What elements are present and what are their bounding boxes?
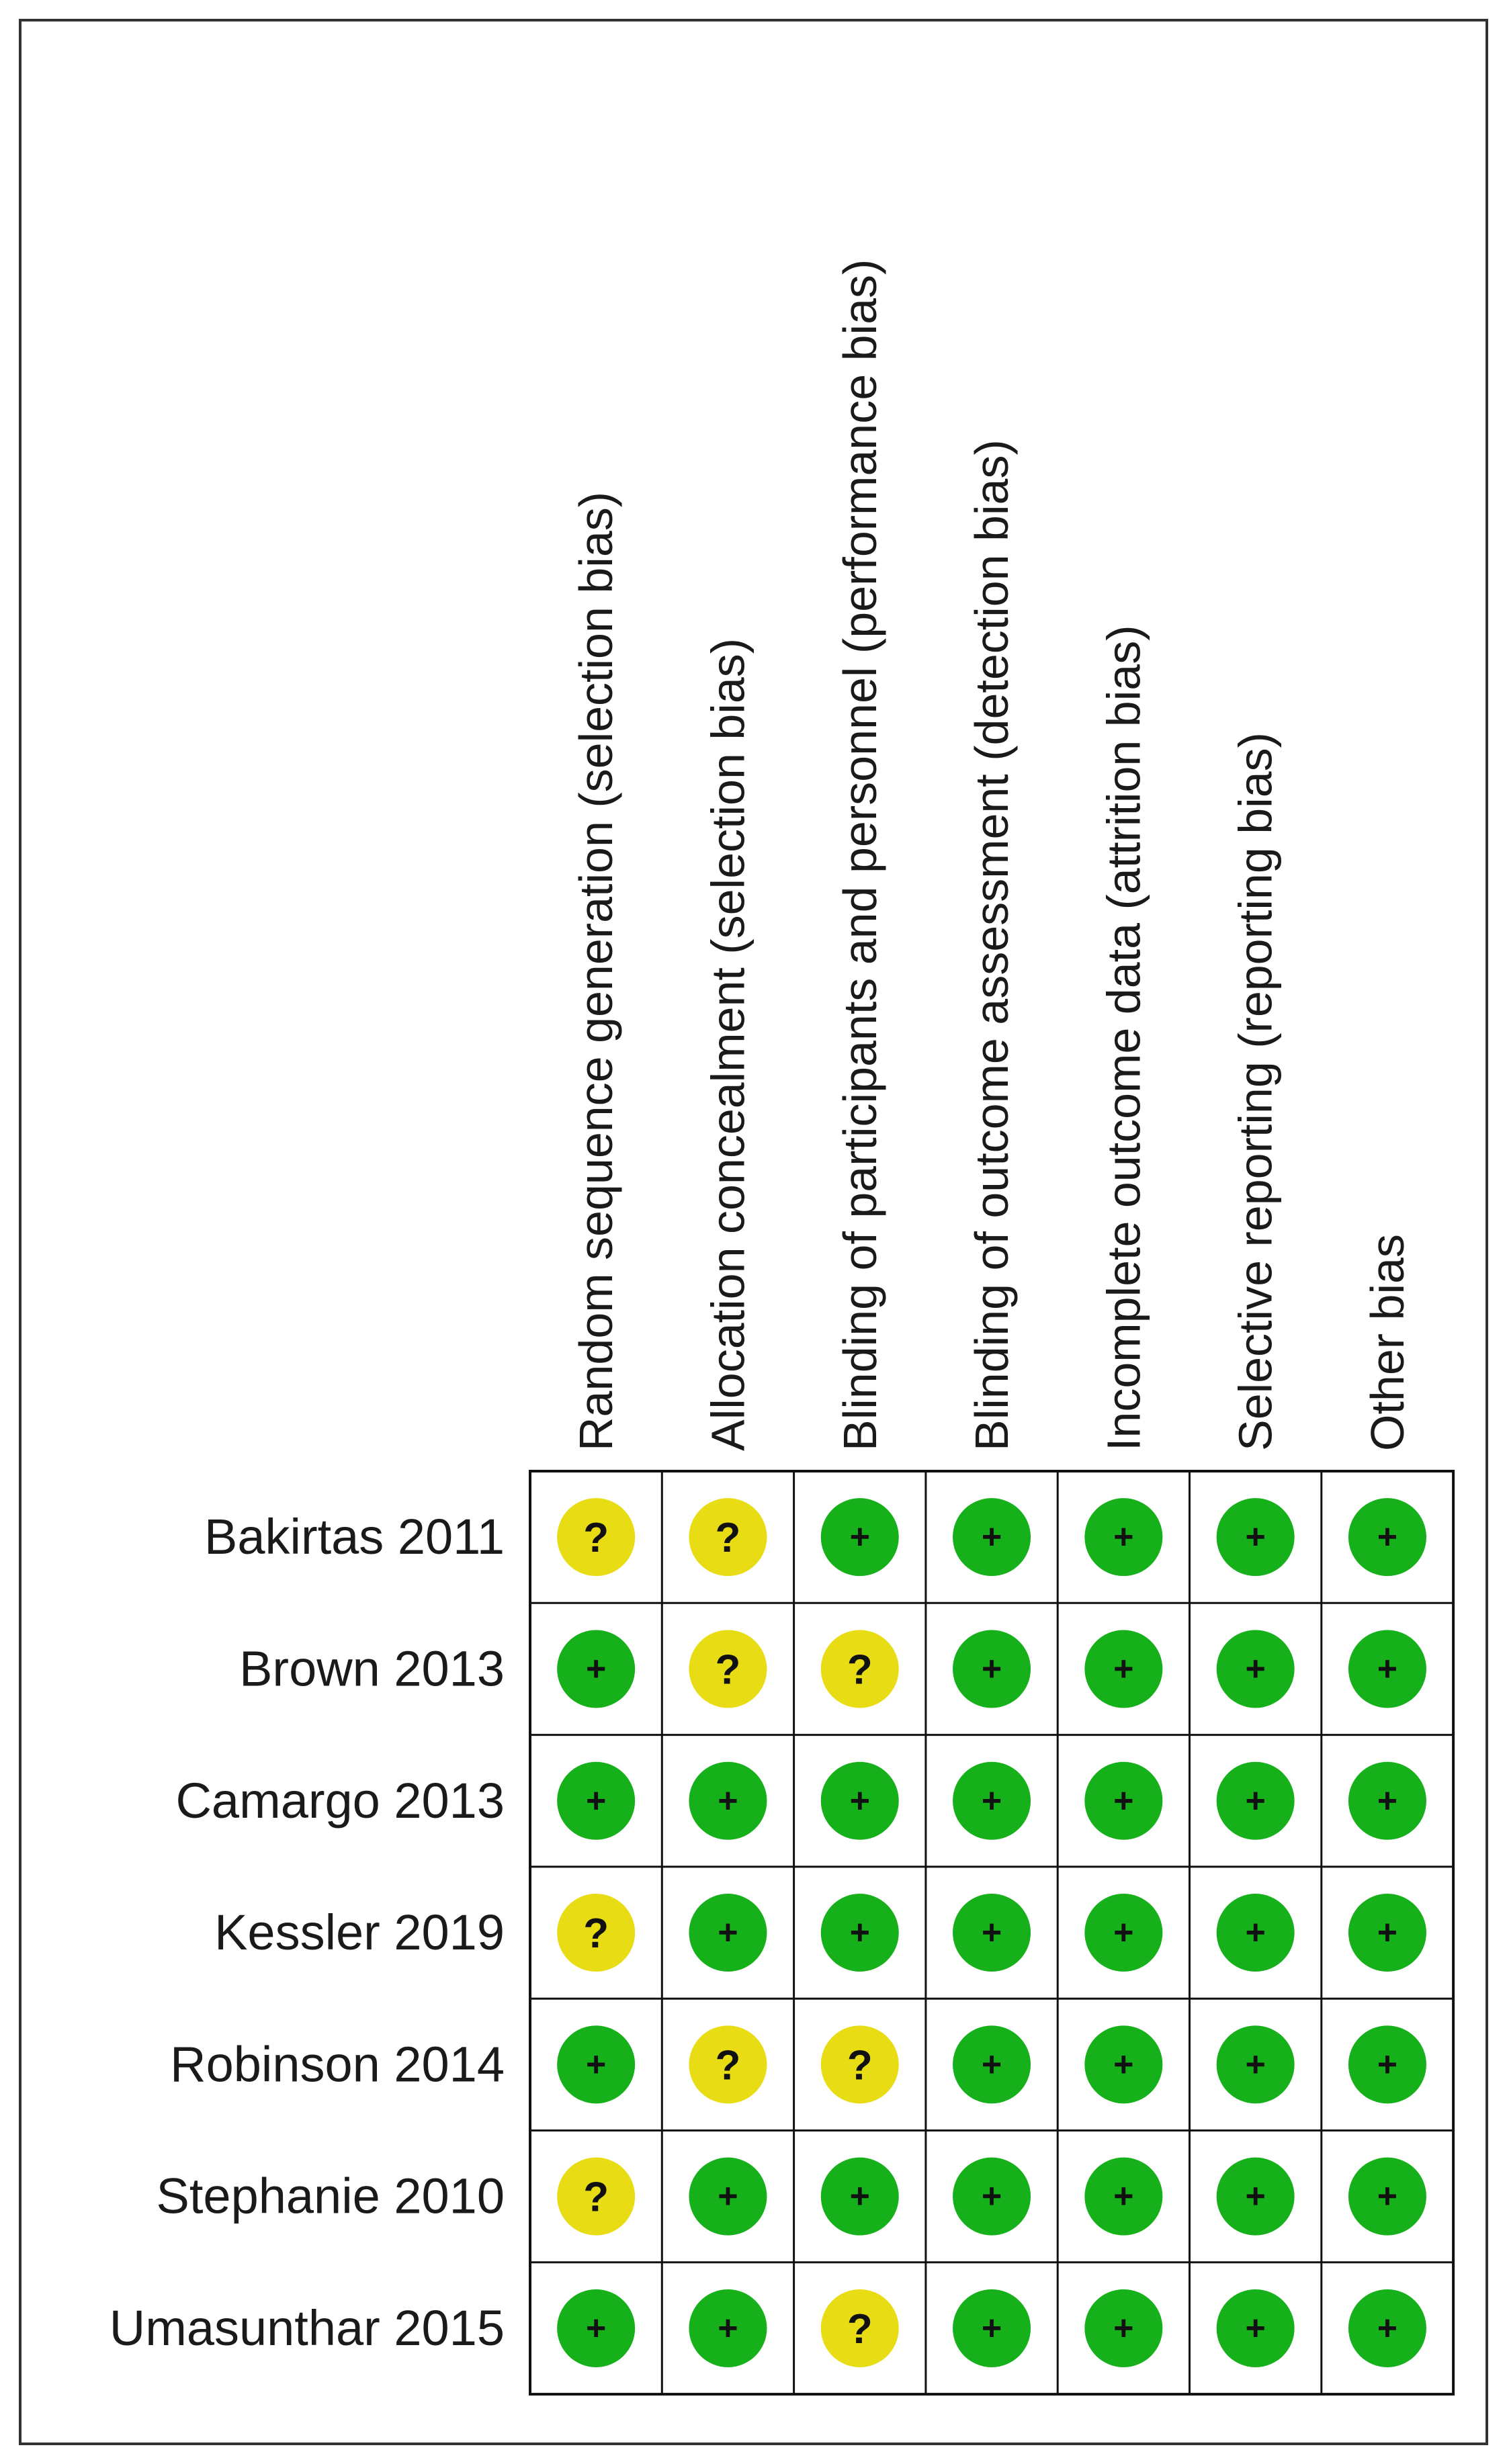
low-risk-symbol: + [981, 2045, 1002, 2084]
low-risk-symbol: + [1113, 2308, 1134, 2348]
low-risk-symbol: + [981, 1517, 1002, 1557]
column-label: Blinding of participants and personnel (performance bias) [833, 259, 886, 1451]
unclear-risk-symbol: ? [583, 1515, 609, 1562]
low-risk-symbol: + [981, 1649, 1002, 1689]
low-risk-symbol: + [1245, 2176, 1266, 2216]
low-risk-symbol: + [1245, 1517, 1266, 1557]
low-risk-symbol: + [718, 2176, 738, 2216]
unclear-risk-symbol: ? [847, 2305, 873, 2352]
unclear-risk-symbol: ? [847, 1646, 873, 1693]
unclear-risk-symbol: ? [583, 2174, 609, 2221]
unclear-risk-symbol: ? [715, 1515, 741, 1562]
low-risk-symbol: + [1113, 1781, 1134, 1820]
low-risk-symbol: + [585, 2308, 607, 2348]
low-risk-symbol: + [1113, 1517, 1134, 1557]
row-label: Brown 2013 [239, 1640, 505, 1697]
low-risk-symbol: + [981, 1913, 1002, 1953]
low-risk-symbol: + [1377, 1781, 1398, 1820]
low-risk-symbol: + [849, 1517, 870, 1557]
low-risk-symbol: + [1377, 1649, 1398, 1689]
unclear-risk-symbol: ? [847, 2042, 873, 2089]
low-risk-symbol: + [1245, 1913, 1266, 1953]
low-risk-symbol: + [1113, 1649, 1134, 1689]
column-label: Random sequence generation (selection bias) [570, 491, 623, 1451]
low-risk-symbol: + [849, 2176, 870, 2216]
low-risk-symbol: + [1245, 1649, 1266, 1689]
unclear-risk-symbol: ? [583, 1910, 609, 1957]
row-label: Umasunthar 2015 [109, 2299, 505, 2356]
low-risk-symbol: + [1377, 2308, 1398, 2348]
low-risk-symbol: + [585, 1649, 607, 1689]
column-label: Selective reporting (reporting bias) [1229, 732, 1282, 1451]
column-label: Allocation concealment (selection bias) [701, 637, 755, 1451]
low-risk-symbol: + [1377, 2176, 1398, 2216]
low-risk-symbol: + [1245, 1781, 1266, 1820]
low-risk-symbol: + [1377, 1517, 1398, 1557]
low-risk-symbol: + [585, 2045, 607, 2084]
low-risk-symbol: + [1245, 2045, 1266, 2084]
low-risk-symbol: + [585, 1781, 607, 1820]
row-label: Stephanie 2010 [156, 2168, 505, 2224]
row-label: Kessler 2019 [214, 1904, 505, 1961]
low-risk-symbol: + [1113, 1913, 1134, 1953]
unclear-risk-symbol: ? [715, 1646, 741, 1693]
low-risk-symbol: + [718, 1781, 738, 1820]
low-risk-symbol: + [718, 2308, 738, 2348]
unclear-risk-symbol: ? [715, 2042, 741, 2089]
low-risk-symbol: + [981, 2308, 1002, 2348]
low-risk-symbol: + [1245, 2308, 1266, 2348]
low-risk-symbol: + [849, 1781, 870, 1820]
row-label: Bakirtas 2011 [204, 1509, 505, 1565]
low-risk-symbol: + [981, 2176, 1002, 2216]
low-risk-symbol: + [1377, 1913, 1398, 1953]
row-label: Camargo 2013 [175, 1772, 505, 1829]
low-risk-symbol: + [981, 1781, 1002, 1820]
column-label: Other bias [1361, 1234, 1414, 1451]
low-risk-symbol: + [849, 1913, 870, 1953]
column-label: Blinding of outcome assessment (detection bias) [965, 439, 1019, 1451]
column-label: Incomplete outcome data (attrition bias) [1097, 625, 1150, 1451]
low-risk-symbol: + [1113, 2045, 1134, 2084]
low-risk-symbol: + [1377, 2045, 1398, 2084]
row-label: Robinson 2014 [170, 2036, 505, 2093]
low-risk-symbol: + [1113, 2176, 1134, 2216]
low-risk-symbol: + [718, 1913, 738, 1953]
